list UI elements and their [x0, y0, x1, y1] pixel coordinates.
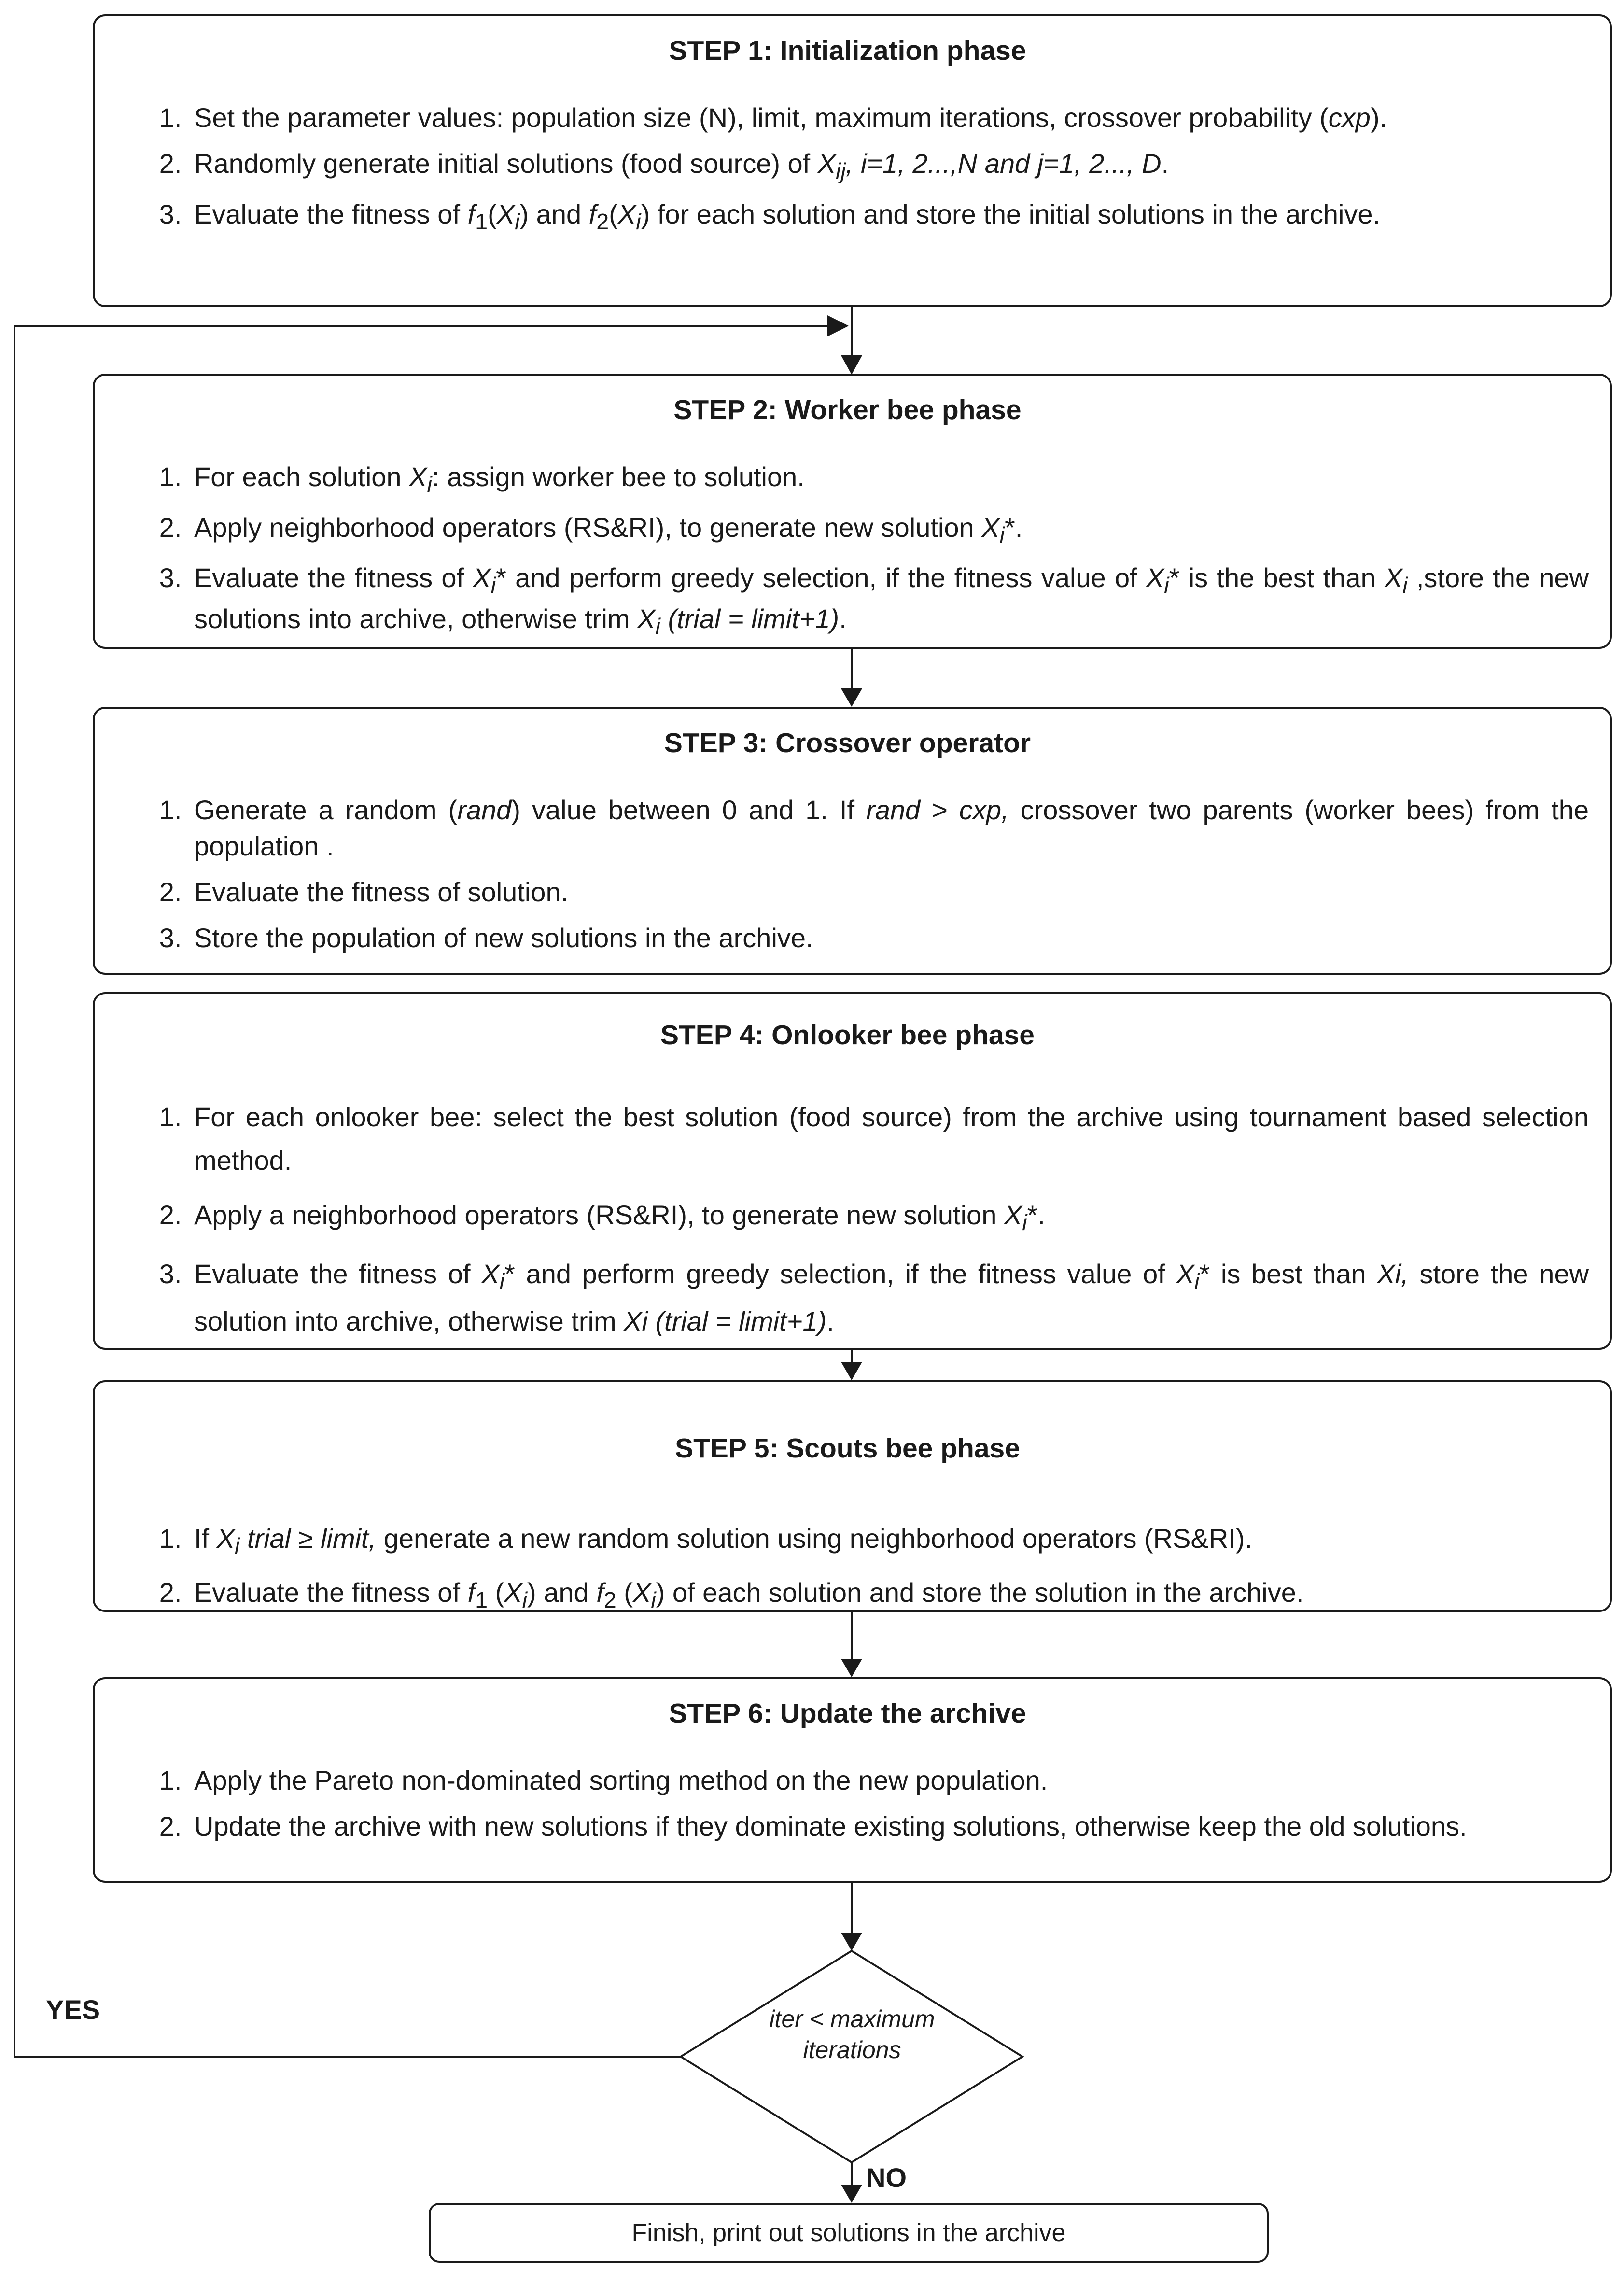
- step-item: 2. Evaluate the fitness of solution.: [189, 874, 1589, 910]
- no-label: NO: [866, 2162, 907, 2193]
- step-item: 2. Update the archive with new solutions if they dominate existing solutions, otherwise keep the old solutions.: [189, 1808, 1589, 1844]
- yes-label: YES: [46, 1994, 100, 2025]
- step-item: 1. For each solution $X_i$: assign worker bee to solution.: [189, 459, 1589, 500]
- step-5-box: [93, 1380, 1612, 1612]
- arrow-decision-to-finish: [841, 2162, 862, 2203]
- step-1-box: [93, 14, 1612, 307]
- step-item: 1. Set the parameter values: population size (N), limit, maximum iterations, crossover probability (cxp).: [189, 99, 1589, 136]
- step-3-box: [93, 707, 1612, 975]
- arrowhead-down-icon: [841, 688, 862, 707]
- decision-text: [695, 2004, 1009, 2065]
- step-6-title: STEP 6: Update the archive: [669, 1698, 1026, 1729]
- arrow-step6-to-decision: [841, 1873, 862, 1951]
- step-5-title: STEP 5: Scouts bee phase: [675, 1433, 1020, 1464]
- arrowhead-down-icon: [841, 1362, 862, 1380]
- step-1-items: [95, 99, 1600, 237]
- arrowhead-right-icon: [827, 315, 849, 336]
- step-3-title: STEP 3: Crossover operator: [664, 728, 1031, 758]
- step-2-title: STEP 2: Worker bee phase: [673, 394, 1022, 425]
- step-item: 2. Randomly generate initial solutions (food source) of $X_{ij}$, i=1, 2...,N and j=1, 2..., D.: [189, 145, 1589, 186]
- step-item: 3. Evaluate the fitness of $f_1(X_i)$ and $f_2(X_i)$ for each solution and store the initial solutions in the archive.: [189, 196, 1589, 237]
- step-6-items: [95, 1762, 1600, 1844]
- decision-text-line2: iterations: [803, 2036, 901, 2063]
- step-item: 3. Evaluate the fitness of $X_i*$ and perform greedy selection, if the fitness value of $X_i*$ is the best than $X_i$ ,store the new solutions into archive, otherwise trim $X_i$ (trial = limit+1).: [189, 560, 1589, 641]
- finish-label: Finish, print out solutions in the archive: [631, 2219, 1066, 2247]
- decision-text-line1: iter < maximum: [769, 2005, 935, 2032]
- arrowhead-down-icon: [841, 1659, 862, 1677]
- step-2-items: [95, 459, 1600, 642]
- step-3-items: [95, 792, 1600, 956]
- step-4-items: [95, 1095, 1600, 1343]
- step-item: 2. Apply a neighborhood operators (RS&RI), to generate new solution $X_i*$.: [189, 1193, 1589, 1241]
- step-item: 1. If $X_i$ trial ≥ limit, generate a new random solution using neighborhood operators (RS&RI).: [189, 1518, 1589, 1563]
- step-item: 1. For each onlooker bee: select the best solution (food source) from the archive using tournament based selection method.: [189, 1095, 1589, 1182]
- step-2-box: [93, 374, 1612, 649]
- arrowhead-down-icon: [841, 355, 862, 375]
- step-item: 1. Generate a random (rand) value between 0 and 1. If rand > cxp, crossover two parents (worker bees) from the population .: [189, 792, 1589, 864]
- step-1-title: STEP 1: Initialization phase: [669, 35, 1026, 66]
- step-4-box: [93, 992, 1612, 1350]
- step-4-title: STEP 4: Onlooker bee phase: [660, 1020, 1035, 1051]
- step-5-items: [95, 1518, 1600, 1617]
- step-item: 2. Evaluate the fitness of $f_1$ $(X_i)$ and $f_2$ $(X_i)$ of each solution and store the solution in the archive.: [189, 1572, 1589, 1617]
- finish-terminal: [429, 2203, 1269, 2263]
- step-item: 2. Apply neighborhood operators (RS&RI), to generate new solution $X_i*$.: [189, 509, 1589, 550]
- step-6-box: [93, 1677, 1612, 1883]
- step-item: 3. Store the population of new solutions in the archive.: [189, 920, 1589, 956]
- step-item: 1. Apply the Pareto non-dominated sorting method on the new population.: [189, 1762, 1589, 1798]
- arrowhead-down-icon: [841, 2185, 862, 2203]
- arrowhead-down-icon: [841, 1933, 862, 1951]
- step-item: 3. Evaluate the fitness of $X_i*$ and perform greedy selection, if the fitness value of $X_i*$ is best than Xi, store the new solution into archive, otherwise trim Xi (trial = limit+1).: [189, 1252, 1589, 1343]
